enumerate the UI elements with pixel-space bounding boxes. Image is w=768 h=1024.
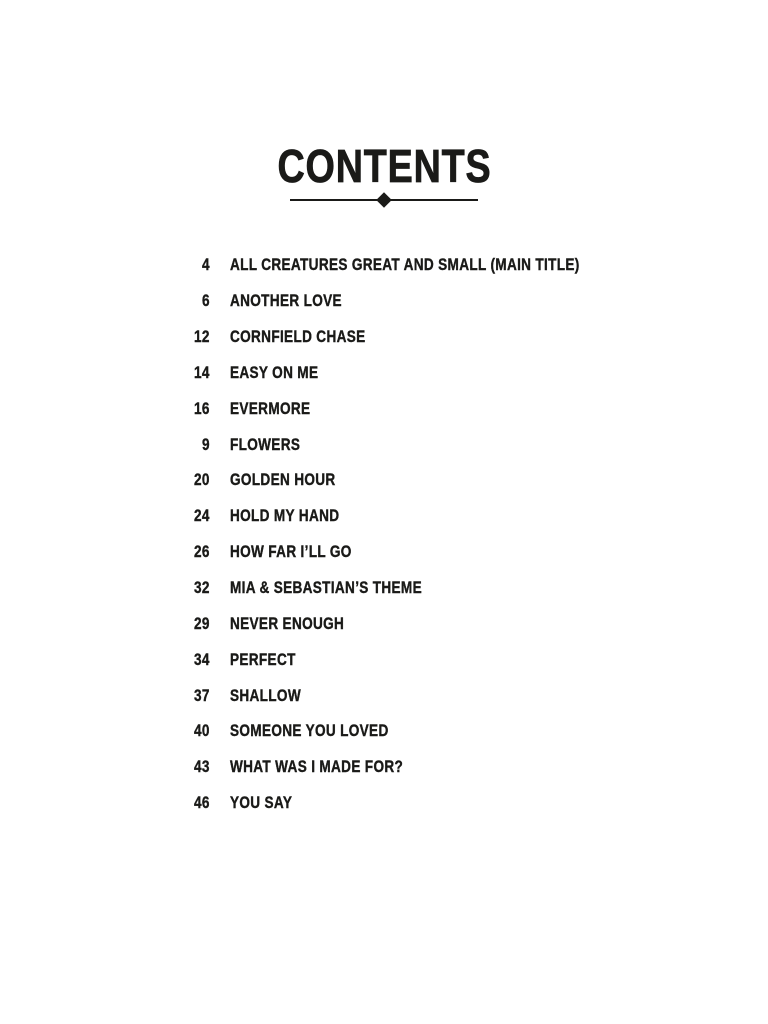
toc-page-number: [150, 328, 210, 345]
toc-song-title-text: SHALLOW: [230, 685, 301, 705]
toc-song-title-text: MIA & SEBASTIAN’S THEME: [230, 578, 422, 598]
toc-page-number: [150, 292, 210, 309]
toc-page-number-text: 34: [194, 649, 210, 669]
toc-row: [150, 498, 667, 534]
toc-song-title-text: EASY ON ME: [230, 362, 319, 382]
toc-song-title: [230, 615, 373, 632]
toc-song-title-text: WHAT WAS I MADE FOR?: [230, 757, 404, 777]
diamond-icon: [376, 192, 392, 208]
toc-page-number: [150, 758, 210, 775]
toc-song-title-text: PERFECT: [230, 649, 296, 669]
toc-row: [150, 713, 667, 749]
toc-row: [150, 605, 667, 641]
toc-page-number-text: 24: [194, 506, 210, 526]
toc-song-title: [230, 256, 667, 273]
toc-song-title-text: ALL CREATURES GREAT AND SMALL (MAIN TITLE): [230, 255, 580, 275]
toc-row: [150, 247, 667, 283]
toc-song-title-text: EVERMORE: [230, 398, 311, 418]
toc-song-title: [230, 579, 470, 596]
toc-row: [150, 283, 667, 319]
contents-list: [150, 247, 667, 821]
toc-page-number-text: 46: [194, 793, 210, 813]
toc-song-title-text: FLOWERS: [230, 434, 301, 454]
toc-row: [150, 355, 667, 391]
toc-page-number: [150, 507, 210, 524]
toc-page-number-text: 6: [202, 291, 210, 311]
toc-row: [150, 390, 667, 426]
toc-page-number-text: 20: [194, 470, 210, 490]
toc-song-title: [230, 400, 331, 417]
toc-page-number-text: 32: [194, 578, 210, 598]
toc-page-number-text: 26: [194, 542, 210, 562]
toc-page-number-text: 14: [194, 362, 210, 382]
toc-page-number: [150, 687, 210, 704]
toc-song-title-text: HOW FAR I’LL GO: [230, 542, 352, 562]
title-divider: [290, 199, 478, 201]
toc-row: [150, 785, 667, 821]
toc-page-number-text: 4: [202, 255, 210, 275]
toc-row: [150, 426, 667, 462]
toc-song-title-text: ANOTHER LOVE: [230, 291, 342, 311]
toc-page-number: [150, 651, 210, 668]
page-title: [0, 140, 768, 192]
toc-page-number: [150, 400, 210, 417]
toc-song-title: [230, 722, 428, 739]
toc-song-title-text: NEVER ENOUGH: [230, 613, 345, 633]
toc-page-number-text: 40: [194, 721, 210, 741]
toc-row: [150, 534, 667, 570]
toc-song-title: [230, 794, 308, 811]
toc-song-title: [230, 436, 318, 453]
toc-song-title: [230, 543, 382, 560]
toc-page-number: [150, 579, 210, 596]
toc-page-number: [150, 471, 210, 488]
toc-page-number: [150, 615, 210, 632]
toc-page-number: [150, 256, 210, 273]
toc-row: [150, 462, 667, 498]
toc-song-title: [230, 758, 446, 775]
toc-song-title: [230, 651, 312, 668]
toc-page-number-text: 37: [194, 685, 210, 705]
toc-page-number-text: 9: [202, 434, 210, 454]
toc-page-number: [150, 722, 210, 739]
toc-song-title: [230, 507, 367, 524]
toc-page-number: [150, 364, 210, 381]
toc-page-number: [150, 543, 210, 560]
toc-row: [150, 641, 667, 677]
toc-song-title: [230, 328, 399, 345]
toc-row: [150, 749, 667, 785]
toc-page-number-text: 29: [194, 613, 210, 633]
toc-page-number: [150, 794, 210, 811]
toc-page-number-text: 43: [194, 757, 210, 777]
toc-row: [150, 570, 667, 606]
toc-page-number: [150, 436, 210, 453]
toc-song-title-text: GOLDEN HOUR: [230, 470, 336, 490]
toc-row: [150, 319, 667, 355]
toc-page-number-text: 12: [194, 327, 210, 347]
toc-song-title: [230, 364, 340, 381]
page-title-text: CONTENTS: [276, 140, 492, 192]
toc-song-title-text: YOU SAY: [230, 793, 293, 813]
toc-song-title: [230, 292, 370, 309]
toc-song-title-text: SOMEONE YOU LOVED: [230, 721, 389, 741]
toc-song-title: [230, 471, 362, 488]
toc-song-title-text: CORNFIELD CHASE: [230, 327, 366, 347]
toc-page-number-text: 16: [194, 398, 210, 418]
toc-song-title: [230, 687, 319, 704]
toc-row: [150, 677, 667, 713]
toc-song-title-text: HOLD MY HAND: [230, 506, 340, 526]
